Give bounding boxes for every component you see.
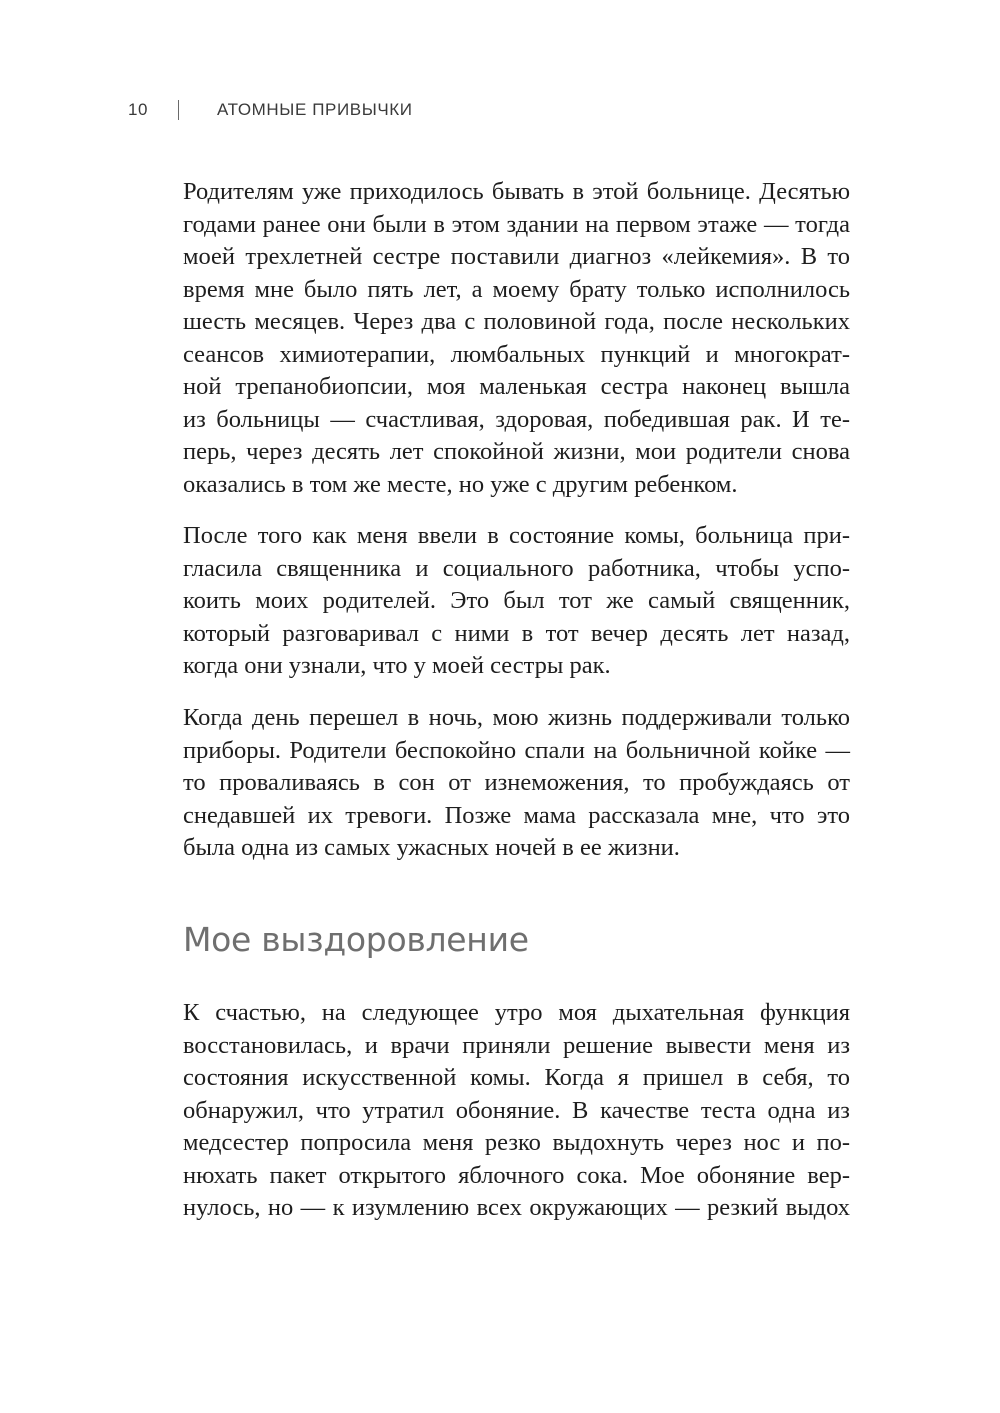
paragraph-line: коить моих родителей. Это был тот же самый священник, [183, 587, 850, 614]
page-number: 10 [128, 100, 149, 119]
book-title: АТОМНЫЕ ПРИВЫЧКИ [217, 100, 413, 119]
paragraph-line: состояния искусственной комы. Когда я пришел в себя, то [183, 1064, 850, 1091]
paragraph-line: сеансов химиотерапии, люмбальных пункций и многократ- [183, 340, 850, 368]
paragraph-line: Когда день перешел в ночь, мою жизнь поддерживали только [183, 704, 850, 731]
paragraph-line: приборы. Родители беспокойно спали на больничной койке — [183, 736, 850, 764]
paragraph-4 [183, 997, 850, 1225]
paragraph-line: снедавшей их тревоги. Позже мама рассказала мне, что это [183, 801, 850, 829]
paragraph-line: из больницы — счастливая, здоровая, победившая рак. И те- [183, 405, 850, 433]
paragraph-2 [183, 520, 850, 683]
paragraph-1 [183, 176, 850, 501]
paragraph-line: нулось, но — к изумлению всех окружающих — резкий выдох [183, 1194, 850, 1221]
paragraph-line: Родителям уже приходилось бывать в этой больнице. Десятью [183, 178, 850, 205]
paragraph-line: восстановилась, и врачи приняли решение вывести меня из [183, 1031, 850, 1059]
paragraph-line: время мне было пять лет, а моему брату только исполнилось [183, 275, 850, 303]
section-heading: Мое выздоровление [183, 920, 529, 959]
paragraph-line: нюхать пакет открытого яблочного сока. Мое обоняние вер- [183, 1161, 850, 1189]
paragraph-line: моей трехлетней сестре поставили диагноз «лейкемия». В то [183, 243, 850, 270]
paragraph-line: годами ранее они были в этом здании на первом этаже — тогда [183, 210, 850, 238]
paragraph-line: медсестер попросила меня резко выдохнуть через нос и по- [183, 1129, 850, 1156]
paragraph-line: После того как меня ввели в состояние комы, больница при- [183, 522, 850, 549]
paragraph-line: то проваливаясь в сон от изнеможения, то пробуждаясь от [183, 769, 850, 796]
paragraph-line: обнаружил, что утратил обоняние. В качестве теста одна из [183, 1096, 850, 1124]
paragraph-line: гласила священника и социального работника, чтобы успо- [183, 554, 850, 582]
paragraph-line: К счастью, на следующее утро моя дыхательная функция [183, 999, 850, 1026]
paragraph-line: который разговаривал с ними в тот вечер десять лет назад, [183, 619, 850, 647]
running-head [128, 96, 413, 124]
paragraph-line: когда они узнали, что у моей сестры рак. [183, 652, 611, 679]
paragraph-line: была одна из самых ужасных ночей в ее жизни. [183, 834, 680, 861]
header-separator [178, 100, 179, 120]
paragraph-3 [183, 702, 850, 865]
paragraph-line: оказались в том же месте, но уже с другим ребенком. [183, 470, 738, 498]
paragraph-line: шесть месяцев. Через два с половиной года, после нескольких [183, 308, 850, 335]
paragraph-line: перь, через десять лет спокойной жизни, мои родители снова [183, 438, 850, 465]
paragraph-line: ной трепанобиопсии, моя маленькая сестра наконец вышла [183, 373, 850, 400]
